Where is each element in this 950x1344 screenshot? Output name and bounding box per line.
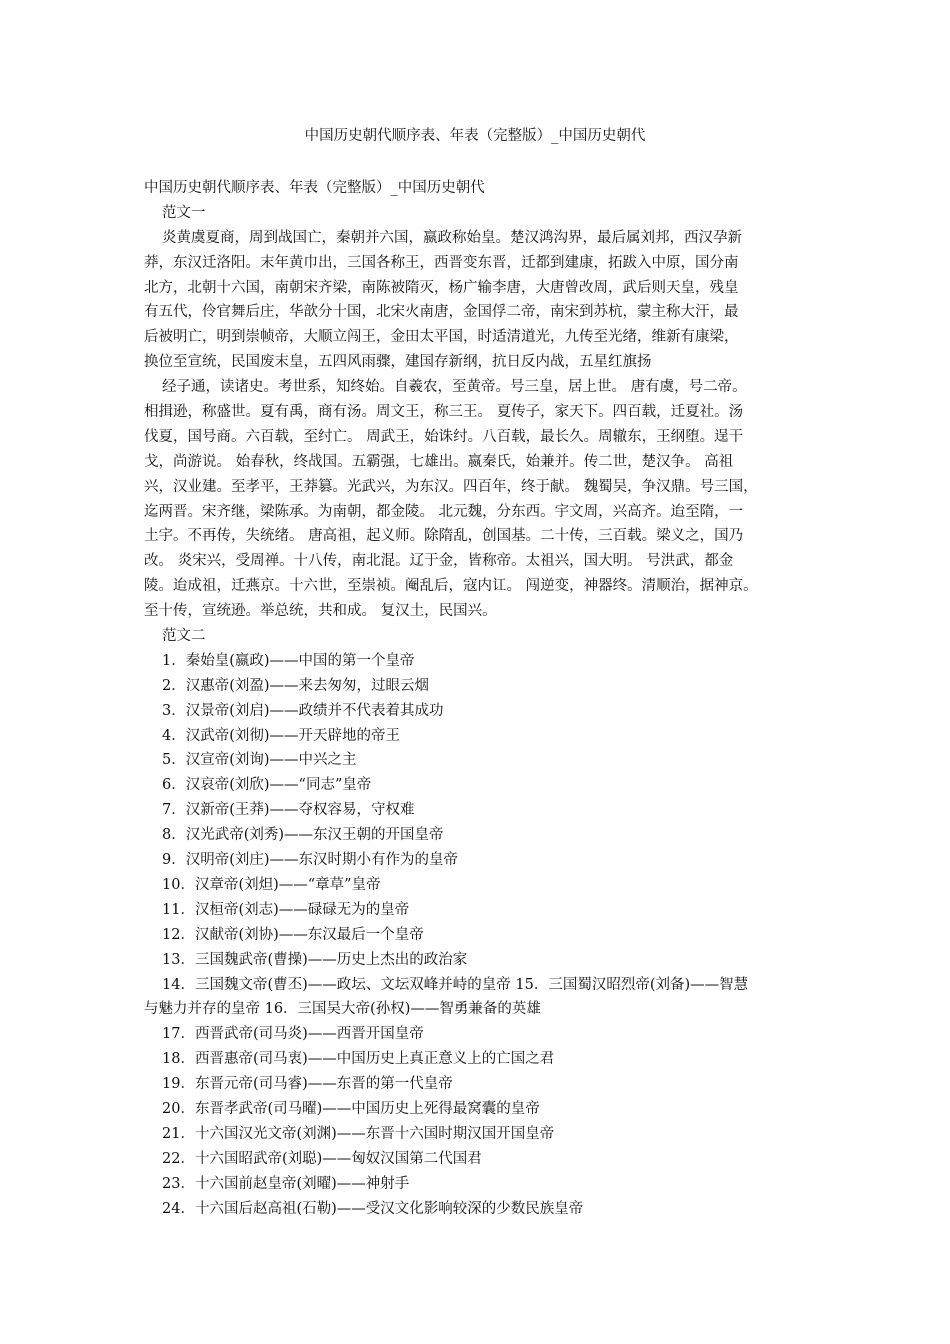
poem-line: 土宇。不再传，失统绪。 唐高祖，起义师。除隋乱，创国基。二十传，三百载。梁义之，国乃	[144, 528, 744, 545]
poem-line: 迄两晋。宋齐继，梁陈承。为南朝，都金陵。 北元魏，分东西。宇文周，兴高齐。迨至隋，一	[144, 503, 744, 520]
poem-1	[144, 226, 814, 375]
poem-line: 伐夏，国号商。六百载，至纣亡。 周武王，始诛纣。八百载，最长久。周辙东，王纲堕。逞干	[144, 428, 744, 445]
list-item: 18．西晋惠帝(司马衷)——中国历史上真正意义上的亡国之君	[162, 1051, 555, 1068]
document-body	[144, 176, 814, 1221]
poem-line: 炎黄虞夏商，周到战国亡，秦朝并六国，嬴政称始皇。楚汉鸿沟界，最后属刘邦，西汉孕新	[162, 229, 742, 246]
poem-line: 莽，东汉迁洛阳。末年黄巾出，三国各称王，西晋变东晋，迁都到建康，拓跋入中原，国分南	[144, 254, 739, 271]
list-item: 7．汉新帝(王莽)——夺权容易，守权难	[162, 802, 415, 819]
list-item: 19．东晋元帝(司马睿)——东晋的第一代皇帝	[162, 1076, 453, 1093]
list-item: 17．西晋武帝(司马炎)——西晋开国皇帝	[162, 1026, 424, 1043]
list-item: 9．汉明帝(刘庄)——东汉时期小有作为的皇帝	[162, 852, 459, 869]
poem-line: 陵。迨成祖，迁燕京。十六世，至崇祯。阉乱后，寇内讧。 闯逆变，神器终。清顺治，据神京。	[144, 578, 758, 595]
document-subtitle: 中国历史朝代顺序表、年表（完整版）_中国历史朝代	[144, 180, 485, 196]
list-item: 14．三国魏文帝(曹丕)——政坛、文坛双峰并峙的皇帝 15．三国蜀汉昭烈帝(刘备)——智慧	[162, 976, 749, 993]
poem-line: 相揖逊，称盛世。夏有禹，商有汤。周文王，称三王。 夏传子，家天下。四百载，迁夏社。汤	[144, 404, 744, 421]
list-item: 23．十六国前赵皇帝(刘曜)——神射手	[162, 1175, 410, 1192]
poem-line: 经子通，读诸史。考世系，知终始。自羲农，至黄帝。号三皇，居上世。 唐有虞，号二帝。	[162, 379, 747, 396]
list-item: 10．汉章帝(刘炟)——“章草”皇帝	[162, 876, 381, 893]
list-item-wrap: 与魅力并存的皇帝 16．三国吴大帝(孙权)——智勇兼备的英雄	[144, 1001, 541, 1018]
poem-line: 改。 炎宋兴，受周禅。十八传，南北混。辽于金，皆称帝。太祖兴，国大明。 号洪武，都金	[144, 553, 734, 570]
poem-2	[144, 375, 814, 624]
list-item: 11．汉桓帝(刘志)——碌碌无为的皇帝	[162, 901, 410, 918]
list-item: 6．汉哀帝(刘欣)——“同志”皇帝	[162, 777, 372, 794]
list-item: 3．汉景帝(刘启)——政绩并不代表着其成功	[162, 702, 444, 719]
section-heading-2: 范文二	[162, 628, 206, 645]
list-item: 20．东晋孝武帝(司马曜)——中国历史上死得最窝囊的皇帝	[162, 1100, 540, 1117]
poem-line: 北方，北朝十六国，南朝宋齐梁，南陈被隋灭，杨广输李唐，大唐曾改周，武后则天皇，残皇	[144, 279, 739, 296]
list-item: 22．十六国昭武帝(刘聪)——匈奴汉国第二代国君	[162, 1150, 482, 1167]
list-item: 21．十六国汉光文帝(刘渊)——东晋十六国时期汉国开国皇帝	[162, 1125, 555, 1142]
list-item: 1．秦始皇(嬴政)——中国的第一个皇帝	[162, 652, 415, 669]
list-item: 4．汉武帝(刘彻)——开天辟地的帝王	[162, 727, 401, 744]
poem-line: 后被明亡，明到崇帧帝，大顺立闯王，金田太平国，时适清道光，九传至光绪，维新有康梁，	[144, 329, 739, 346]
list-item: 12．汉献帝(刘协)——东汉最后一个皇帝	[162, 926, 424, 943]
list-item: 24．十六国后赵高祖(石勒)——受汉文化影响较深的少数民族皇帝	[162, 1200, 584, 1217]
section-heading-1: 范文一	[162, 204, 206, 221]
poem-line: 换位至宣统，民国废末皇，五四风雨骤，建国存新纲，抗日反内战，五星红旗扬	[144, 354, 652, 371]
poem-line: 兴，汉业建。至孝平，王莽篡。光武兴，为东汉。四百年，终于献。 魏蜀吴，争汉鼎。号三国，	[144, 478, 758, 495]
poem-line: 戈，尚游说。 始春秋，终战国。五霸强，七雄出。嬴秦氏，始兼并。传二世，楚汉争。 高祖	[144, 453, 734, 470]
document-title: 中国历史朝代顺序表、年表（完整版）_中国历史朝代	[304, 128, 646, 144]
emperor-list	[144, 649, 814, 1221]
list-item: 5．汉宣帝(刘询)——中兴之主	[162, 752, 357, 769]
list-item: 2．汉惠帝(刘盈)——来去匆匆，过眼云烟	[162, 677, 430, 694]
list-item: 13．三国魏武帝(曹操)——历史上杰出的政治家	[162, 951, 468, 968]
poem-line: 至十传，宣统逊。举总统，共和成。 复汉土，民国兴。	[144, 603, 497, 620]
list-item: 8．汉光武帝(刘秀)——东汉王朝的开国皇帝	[162, 827, 444, 844]
poem-line: 有五代，伶官舞后庄，华歆分十国，北宋火南唐，金国俘二帝，南宋到苏杭，蒙主称大汗，最	[144, 304, 739, 321]
